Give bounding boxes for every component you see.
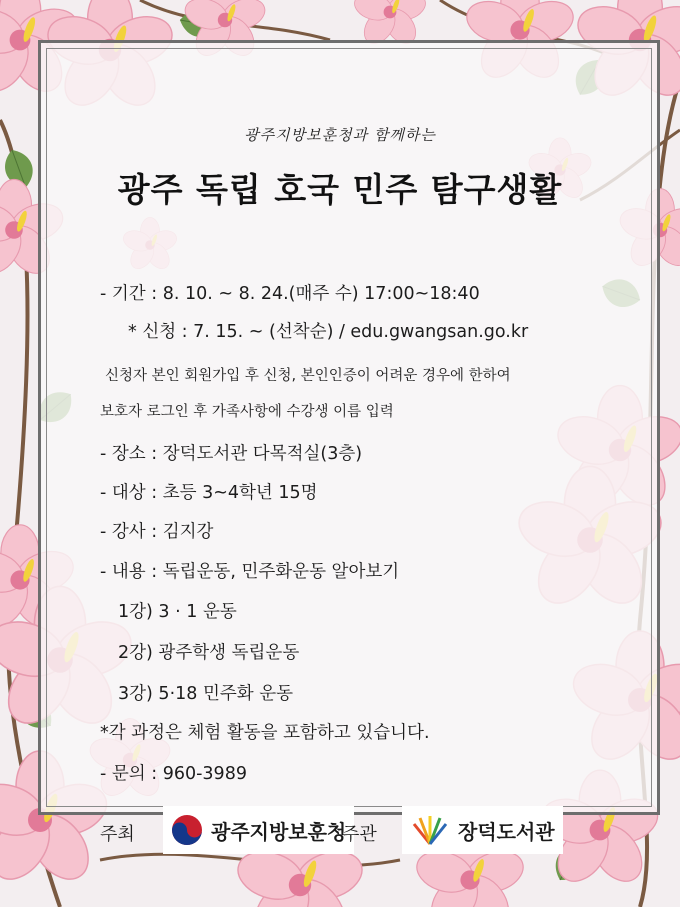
note-line-2: 보호자 로그인 후 가족사항에 수강생 이름 입력 <box>100 404 394 420</box>
inquiry-line: - 문의 : 960-3989 <box>100 764 247 784</box>
host-logo <box>163 806 354 854</box>
organizer-label: 주관 <box>342 824 377 845</box>
organizer-logo <box>402 806 563 854</box>
taegeuk-emblem-icon <box>171 814 203 846</box>
note-line-1: 신청자 본인 회원가입 후 신청, 본인인증이 어려운 경우에 한하여 <box>105 368 511 384</box>
period-line: - 기간 : 8. 10. ~ 8. 24.(매주 수) 17:00~18:40 <box>100 284 480 304</box>
target-line: - 대상 : 초등 3~4학년 15명 <box>100 483 318 503</box>
apply-line: * 신청 : 7. 15. ~ (선착순) / edu.gwangsan.go.kr <box>128 322 529 342</box>
subtitle: 광주지방보훈청과 함께하는 <box>244 126 436 144</box>
organizer-name: 장덕도서관 <box>458 819 555 844</box>
session-1-line: 1강) 3 · 1 운동 <box>118 602 237 622</box>
session-2-line: 2강) 광주학생 독립운동 <box>118 643 300 663</box>
host-name: 광주지방보훈청 <box>211 819 347 844</box>
host-label: 주최 <box>100 824 135 845</box>
content-line: - 내용 : 독립운동, 민주화운동 알아보기 <box>100 562 400 582</box>
lecturer-line: - 강사 : 김지강 <box>100 522 214 542</box>
page-title: 광주 독립 호국 민주 탐구생활 <box>117 170 563 209</box>
remark-line: *각 과정은 체험 활동을 포함하고 있습니다. <box>100 723 430 743</box>
place-line: - 장소 : 장덕도서관 다목적실(3층) <box>100 444 363 464</box>
session-3-line: 3강) 5·18 민주화 운동 <box>118 684 294 704</box>
sunburst-library-icon <box>410 814 450 846</box>
